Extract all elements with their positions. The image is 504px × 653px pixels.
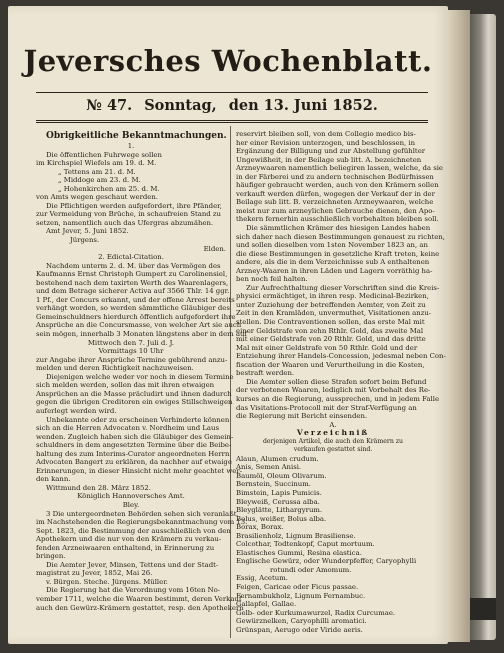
text-line: 2. Edictal-Citation. <box>98 253 164 262</box>
text-line: Mittwoch den 7. Juli d. J. <box>87 338 175 347</box>
text-line: verhängt worden, so werden sämmtliche Gläubiger des <box>36 304 230 313</box>
text-line: Beilage sub litt. B. verzeichneten Arzneywaaren, welche <box>236 198 434 207</box>
text-line: Ergänzung der Billigung und zur Abstellung gefühlter <box>236 147 426 156</box>
masthead-rule <box>36 92 428 93</box>
text-line: Gemeinschuldners hierdurch öffentlich aufgefordert ihre <box>36 312 236 321</box>
text-line: der verbotenen Waaren, lediglich mit Vorbehalt des Re- <box>236 386 431 395</box>
text-line: rotundi oder Amomum. <box>270 565 352 574</box>
text-line: Zur Aufrechthaltung dieser Vorschriften sind die Kreis- <box>246 283 440 292</box>
text-line: Bleyglätte, Lithargyrum. <box>236 506 323 515</box>
text-line: die Regierung mit Bericht einsenden. <box>236 412 368 421</box>
book-edge-band <box>470 598 496 620</box>
text-line: Sept. 1823, die Bestimmung der ausschließlich von den <box>36 526 231 535</box>
text-line: Kaufmanns Ernst Christoph Gumpert zu Carolinensiel, <box>36 270 228 279</box>
issue-rule-double <box>36 122 428 123</box>
text-line: sich an die Herren Advocaten v. Nordheim und Laus <box>36 424 220 433</box>
text-line: den kann. <box>36 475 71 484</box>
text-line: Feigen, Caricae oder Ficus passae. <box>236 582 359 591</box>
text-line: Verzeichniß <box>296 428 370 438</box>
text-line: „ Tettens am 21. d. M. <box>58 167 136 176</box>
text-line: die diese Bestimmungen in gesetzliche Kraft treten, keine <box>236 249 440 258</box>
text-line: reservirt bleiben soll, von dem Collegio medico bis- <box>236 130 416 138</box>
text-line: Entziehung ihrer Handels-Concession, jedesmal neben Con- <box>236 352 446 361</box>
text-line: 1 Pf., der Concurs erkannt, und der offene Arrest bereits <box>36 295 235 304</box>
left-column <box>36 130 248 612</box>
text-line: Alaun, Alumen crudum. <box>236 454 319 463</box>
text-line: auch den Gewürz-Krämern gestattet, resp. den Apothekern <box>36 603 244 612</box>
book-edge <box>470 14 496 640</box>
text-line: mit einer Geldstrafe von 20 Rthlr. Gold, und das dritte <box>236 335 426 344</box>
text-line: im Kirchspiel Wiefels am 19. d. M. <box>36 159 157 168</box>
text-line: bestehend nach dem taxirten Werth des Waarenlagers, <box>36 278 229 287</box>
text-line: Die Aemter sollen diese Strafen sofort beim Befund <box>246 377 427 386</box>
issue-rule <box>36 120 428 121</box>
text-line: Gewürznelken, Caryophilli aromatici. <box>236 617 367 626</box>
text-line: meist nur zum arzneylichen Gebrauche dienen, den Apo- <box>236 206 435 215</box>
issue-number: № 47. <box>86 97 133 114</box>
text-line: Apothekern und die nur von den Krämern zu verkau- <box>36 535 222 544</box>
text-line: bringen. <box>36 552 66 561</box>
text-line: melden und deren Richtigkeit nachzuweisen. <box>36 364 194 373</box>
text-line: Elastisches Gummi, Resina elastica. <box>236 548 362 557</box>
text-line: Advocaten Bangert zu erklären, da nachher auf etwaige <box>36 458 232 467</box>
text-line: vember 1711, welche die Waaren bestimmt, deren Verkauf <box>36 594 242 603</box>
right-column <box>236 130 446 634</box>
text-line: in der Färberei und zu andern technischen Bedürfnissen <box>236 172 434 181</box>
issue-date: den 13. Juni 1852. <box>228 97 378 114</box>
text-line: Jürgens. <box>70 236 100 245</box>
masthead: Jeversches Wochenblatt. <box>23 44 433 78</box>
text-line: Diejenigen welche weder vor noch in diesem Termine <box>46 372 234 381</box>
text-line: und sollen dieselben vom 1sten November 1823 an, an <box>236 241 428 250</box>
text-line: A. <box>329 420 337 429</box>
text-line: Bolus, weißer, Bolus alba. <box>236 514 327 523</box>
text-line: Erinnerungen, in dieser Hinsicht nicht mehr geachtet wer- <box>36 466 242 475</box>
text-line: Unbekannte oder zu erscheinen Verhinderte können <box>46 415 230 424</box>
text-line: Fernambukholz, Lignum Fernambuc. <box>236 591 366 600</box>
text-line: und dem Betrage sicherer Activa auf 3566 Thlr. 14 ggr. <box>36 287 230 296</box>
text-line: derjenigen Artikel, die auch den Krämern zu <box>262 437 404 445</box>
text-line: haltung des zum Interims-Curator angeordneten Herrn <box>36 449 230 458</box>
column-separator <box>230 126 231 638</box>
text-line: fenden Arzneiwaaren enthaltend, in Erinnerung zu <box>36 543 215 552</box>
text-line: „ Middoge am 23. d. M. <box>58 176 141 185</box>
text-line: Die Regierung hat die Verordnung vom 16ten No- <box>46 586 221 595</box>
text-line: von Amts wegen geschaut werden. <box>36 193 158 202</box>
text-line: kurses an die Regierung, aussprechen, und in jedem Falle <box>236 394 440 403</box>
text-line: schuldners in dem angesetzten Termine über die Beibe- <box>36 441 232 450</box>
text-line: Colcothar, Todtenkopf, Caput mortuum. <box>236 540 375 549</box>
text-line: Bley. <box>122 500 140 509</box>
text-line: einer Geldstrafe von zehn Rthlr. Gold, das zweite Mal <box>236 326 424 335</box>
text-line: Bleyweiß, Cerussa alba. <box>236 497 320 506</box>
text-line: Ansprüchen an die Masse präcludirt und ihnen dadurch <box>36 389 232 398</box>
issue-weekday: Sonntag, <box>144 97 217 114</box>
text-line: wenden. Zugleich haben sich die Gläubiger des Gemein- <box>36 432 234 441</box>
text-line: Zeit in den Kramläden, unvermuthet, Visitationen anzu- <box>236 309 432 318</box>
text-line: sich daher nach diesen Bestimmungen genauest zu richten, <box>236 232 446 241</box>
section-heading: Obrigkeitliche Bekanntmachungen. <box>46 131 227 141</box>
text-line: verkaufen gestattet sind. <box>293 446 373 454</box>
text-line: Ungewißheit, in der Beilage sub litt. A. bezeichneten <box>236 155 422 164</box>
text-line: zur Angabe ihrer Ansprüche Termine gebührend anzu- <box>36 355 228 364</box>
text-line: Wittmund den 28. März 1852. <box>46 483 151 492</box>
text-line: andere, als die in dem Verzeichnisse sub A enthaltenen <box>236 258 430 267</box>
text-line: Borax, Borax. <box>236 523 284 532</box>
text-line: fiscation der Waaren und Verurtheilung in die Kosten, <box>236 360 425 369</box>
text-line: das Visitations-Protocoll mit der Straf-Verfügung an <box>236 403 417 412</box>
text-line: Die Aemter Jever, Minsen, Tettens und der Stadt- <box>46 560 219 569</box>
text-line: Bimstein, Lapis Pumicis. <box>236 488 322 497</box>
text-line: Die sämmtlichen Krämer des hiesigen Landes haben <box>246 224 431 233</box>
text-line: „ Hohenkirchen am 25. d. M. <box>58 184 160 193</box>
text-line: Bernstein, Succinum. <box>236 480 311 489</box>
text-line: häufiger gebraucht werden, auch von den Krämern sollen <box>236 181 439 190</box>
book-spine <box>448 10 470 642</box>
text-line: Baumöl, Oleum Olivarum. <box>236 471 327 480</box>
text-line: Gelb- oder Kurkumawurzel, Radix Curcumae. <box>236 608 396 617</box>
text-line: Mal mit einer Geldstrafe von 50 Rthlr. Gold und der <box>236 343 418 352</box>
text-line: Amt Jever, 5. Juni 1852. <box>46 227 129 236</box>
text-line: v. Bürgen. Steche. Jürgens. Müller. <box>46 577 168 586</box>
text-line: thekern fernerhin ausschließlich vorbehalten bleiben soll. <box>236 215 439 224</box>
text-line: Arzney-Waaren in ihren Läden und Lagern vorräthig ha- <box>236 266 433 275</box>
text-line: ben noch feil halten. <box>236 275 308 284</box>
text-line: unter Zuziehung der betreffenden Aemter, von Zeit zu <box>236 300 426 309</box>
text-line: im Nachstehenden die Regierungsbekanntmachung vom 13. <box>36 518 248 527</box>
text-line: gegen die übrigen Creditoren ein ewiges Stillschweigen <box>36 398 233 407</box>
text-line: setzen, namentlich auch das Ufergras abzumähen. <box>36 218 214 227</box>
text-line: magistrat zu Jever, 1852, Mai 26. <box>36 569 153 578</box>
issue-line <box>36 97 428 114</box>
text-line: Essig, Acetum. <box>236 574 288 583</box>
text-line: Elden. <box>203 244 226 253</box>
text-line: Anis, Semen Anisi. <box>236 463 302 472</box>
text-line: auferlegt werden wird. <box>36 406 117 415</box>
text-line: sein mögen, innerhalb 3 Monaten längstens aber in dem auf <box>36 330 247 339</box>
text-line: Die öffentlichen Fuhrwege sollen <box>46 150 162 159</box>
text-line: Nachdem unterm 2. d. M. über das Vermögen des <box>46 261 221 270</box>
text-line: Ansprüche an die Concursmasse, von welcher Art sie auch <box>36 321 242 330</box>
text-line: 3 Die untergeordneten Behörden sehen sich veranlaßt, <box>46 509 239 518</box>
text-line: stellen. Die Contraventionen sollen, das erste Mal mit <box>236 318 425 327</box>
text-line: Königlich Hannoversches Amt. <box>77 492 185 501</box>
text-line: bestraft werden. <box>236 369 295 378</box>
text-line: Vormittags 10 Uhr <box>98 347 164 356</box>
text-line: physici ermächtiget, in ihren resp. Medicinal-Bezirken, <box>236 292 429 301</box>
text-line: Die Pflichtigen werden aufgefordert, ihre Pfänder, <box>46 201 222 210</box>
text-line: Grünspan, Aerugo oder Viride aeris. <box>236 625 363 634</box>
text-line: sich melden werden, sollen das mit ihren etwaigen <box>36 381 215 390</box>
text-line: Brasilienholz, Lignum Brasiliense. <box>236 531 356 540</box>
text-line: zur Vermeidung von Brüche, in schaufreien Stand zu <box>36 210 221 219</box>
text-line: Arzneywaaren namentlich beliegiren lassen, welche, da sie <box>236 164 444 173</box>
newspaper-page <box>8 6 448 644</box>
text-line: her einer Revision unterzogen, und beschlossen, in <box>236 138 416 147</box>
text-line: 1. <box>127 142 135 150</box>
text-line: Gallapfel, Gallae. <box>236 600 297 609</box>
text-line: Englische Gewürz, oder Wunderpfeffer, Caryophylli <box>236 557 417 566</box>
text-line: verkauft werden dürfen, wogegen der Verkauf der in der <box>236 189 435 198</box>
